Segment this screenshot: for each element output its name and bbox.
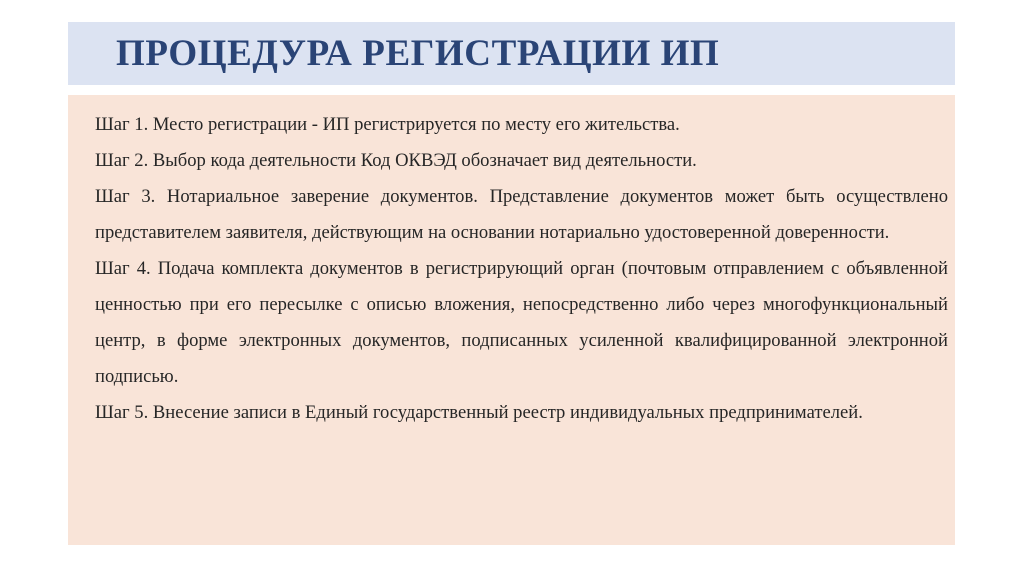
step-2-text: Шаг 2. Выбор кода деятельности Код ОКВЭД обозначает вид деятельности. bbox=[95, 150, 697, 171]
steps-list bbox=[95, 107, 948, 431]
step-3-text: Шаг 3. Нотариальное заверение документов. Представление документов может быть осуществлено представителем заявителя, действующим на основании нотариально удостоверенной доверенности. bbox=[95, 186, 948, 243]
title-banner bbox=[68, 22, 955, 85]
content-panel bbox=[68, 95, 955, 545]
slide-title: ПРОЦЕДУРА РЕГИСТРАЦИИ ИП bbox=[116, 33, 720, 74]
step-5-text: Шаг 5. Внесение записи в Единый государственный реестр индивидуальных предпринимателей. bbox=[95, 402, 863, 423]
step-4-text: Шаг 4. Подача комплекта документов в регистрирующий орган (почтовым отправлением с объявленной ценностью при его пересылке с описью вложения, непосредственно либо через многофункциональный центр, в форме электронных документов, подписанных усиленной квалифицированной электронной подписью. bbox=[95, 258, 948, 387]
step-1-text: Шаг 1. Место регистрации - ИП регистрируется по месту его жительства. bbox=[95, 114, 680, 135]
